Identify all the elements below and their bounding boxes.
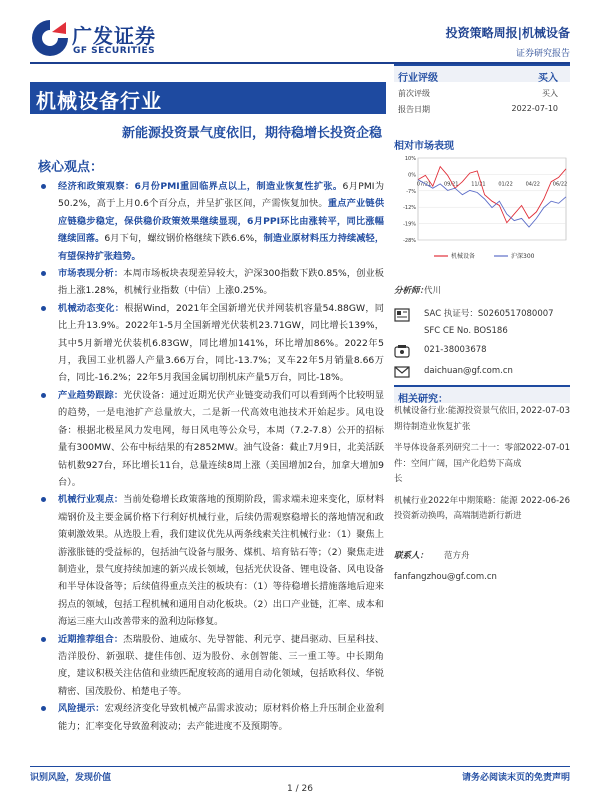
related-header	[394, 385, 570, 403]
core-views-title: 核心观点：	[38, 160, 104, 175]
contact-label: 联系人：	[394, 551, 429, 561]
bullet-text: 本周市场板块表现差异较大，沪深300指数下跌0.85%，创业板指上涨1.28%，机械行业指数（中信）上涨0.25%。	[58, 268, 384, 297]
chart-title: 相对市场表现	[394, 141, 454, 152]
related-item-date: 2022-07-03	[520, 406, 570, 416]
related-item-date: 2022-06-26	[520, 495, 570, 506]
sac-row	[394, 308, 570, 321]
analyst-label: 分析师：	[394, 286, 429, 296]
related-item[interactable]	[394, 404, 570, 435]
x-tick-label: 09/21	[443, 181, 459, 188]
y-tick-label: -28%	[403, 238, 416, 244]
bullet-text: 杰瑞股份、迪威尔、先导智能、利元亨、捷昌驱动、巨星科技、浩洋股份、新强联、捷佳伟创、迈为股份、永创智能、三一重工等。中长期角度，建议积极关注估值和业绩匹配度较高的通用自动化领域，包括欧科仪、华锐精密、国茂股份、柏楚电子等。	[58, 633, 385, 697]
analyst-name: 代川	[424, 286, 442, 296]
contact-block	[394, 550, 570, 584]
analyst-email[interactable]: daichuan@gf.com.cn	[424, 366, 513, 376]
y-tick-label: 0%	[408, 172, 416, 179]
related-title: 相关研究：	[398, 394, 448, 405]
y-tick-label: 10%	[404, 156, 416, 162]
rating-value: 买入	[538, 73, 558, 84]
footer-disclaimer: 请务必阅读末页的免责声明	[461, 773, 570, 783]
report-date-label: 报告日期	[398, 105, 430, 114]
id-card-icon	[394, 308, 410, 322]
related-item[interactable]	[394, 494, 570, 525]
bullet-risk	[38, 700, 384, 735]
bullet-lead: 近期推荐组合：	[58, 633, 124, 645]
related-list	[394, 404, 570, 525]
bullet-trends	[38, 387, 384, 491]
bullet-dynamics	[38, 300, 384, 387]
bullet-lead: 产业趋势跟踪：	[58, 389, 124, 401]
page-number: 1 / 26	[287, 784, 313, 794]
series-line-machinery	[418, 167, 566, 223]
related-item-title[interactable]: 机械行业2022年中期策略：能源投资新动换鸣，高端制造新行新进	[394, 495, 522, 521]
report-date-value: 2022-07-10	[511, 104, 558, 113]
y-tick-label: -12%	[403, 205, 416, 212]
logo	[30, 18, 180, 62]
gf-logo-icon	[30, 18, 70, 58]
x-tick-label: 06/22	[552, 181, 568, 188]
bullet-economy	[38, 178, 384, 265]
related-item-title[interactable]: 机械设备行业:能源投资景气依旧，期待制造业恢复扩张	[394, 406, 525, 432]
bullet-lead: 机械行业观点：	[58, 494, 124, 506]
report-headline: 新能源投资景气度依旧，期待稳增长投资企稳	[121, 126, 382, 141]
industry-banner	[30, 82, 386, 114]
analyst-block	[394, 285, 570, 378]
bullet-strong: 制造业原材料压力持续减轻，有望保持扩张趋势。	[58, 233, 385, 262]
contact-email-row[interactable]	[394, 571, 570, 584]
prev-rating-label: 前次评级	[398, 89, 430, 98]
bullet-strong: 6月份PMI重回临界点以上，制造业恢复性扩张。	[134, 181, 343, 192]
bullet-lead: 经济和政策观察：	[58, 181, 135, 192]
bullet-text: 6月PMI为50.2%，高于上月0.6个百分点，并呈扩张区间，产需恢复加快。	[58, 181, 385, 210]
x-tick-label: 04/22	[525, 181, 541, 188]
phone-row	[394, 344, 570, 357]
series-line-csi300	[418, 180, 566, 228]
contact-name: 范方舟	[444, 551, 470, 561]
bullet-industry-view	[38, 491, 384, 630]
legend-label: 机械设备	[451, 253, 476, 260]
bullet-portfolio	[38, 631, 384, 701]
sfc-row	[394, 325, 570, 338]
analyst-phone: 021-38003678	[424, 345, 487, 355]
email-row[interactable]	[394, 365, 570, 378]
x-tick-label: 01/22	[498, 181, 513, 188]
bullet-strong: 重点产业链供应链稳步稳定，保供稳价政策效果继续显现，6月PPI环比由涨转平，同比涨幅继续回落。	[58, 198, 385, 245]
bullet-market	[38, 265, 384, 300]
y-tick-label: -7%	[406, 188, 416, 195]
y-tick-label: -19%	[403, 221, 416, 228]
contact-name-row	[394, 550, 570, 563]
bullet-text: 光伏设备：通过近期光伏产业链变动我们可以看到两个比较明显的趋势，一是电池扩产总量放大，二是新一代高效电池技术开始起步。风电设备：根据北极星风力发电网，每日风电等公众号，本周（7.2-7.8）公开的招标量有300MW、公布中标结果的有2852MW。油气设备：截止7月9日，北美活跃钻机数927台，环比增长11台，总量连续8周上涨（美国增加2台，加拿大增加9台）。	[58, 389, 385, 488]
rating-header	[394, 64, 570, 82]
rating-label: 行业评级	[398, 73, 438, 84]
related-item-date: 2022-07-01	[520, 443, 570, 453]
related-item-title[interactable]: 半导体设备系列研究二十一：零部件：空间广阔，国产化趋势下高成长	[394, 443, 522, 484]
logo-text-cn: 广发证券	[72, 24, 156, 48]
bullet-lead: 风险提示：	[58, 703, 105, 715]
bullet-lead: 机械动态变化：	[58, 302, 125, 314]
core-views-body	[38, 178, 384, 735]
contact-email[interactable]: fanfangzhou@gf.com.cn	[394, 572, 497, 582]
report-type: 投资策略周报|机械设备	[445, 26, 570, 40]
mail-icon	[394, 365, 410, 379]
x-tick-label: 11/21	[471, 181, 486, 188]
bullet-text: 根据Wind，2021年全国新增光伏并网装机容量54.88GW，同比上升13.9%。2022年1-5月全国新增光伏装机23.71GW，同比增长139%，其中5月新增光伏装机6.83GW，同比增加141%，环比增加86%。2022年5月，我国工业机器人产量3.66万台，同比-13.7%；叉车22年5月销量8.66万台，同比-16.2%；22年5月我国金属切削机床产量5万台，同比-18%。	[58, 302, 384, 384]
bullet-text: 当前处稳增长政策落地的预期阶段，需求端未迎来变化，原材料端钢价及主要金属价格下行利好机械行业，后续仍需观察稳增长的落地情况和政策刺激效果。从选股上看，我们建议优先从两条线索关注机械行业：（1）聚焦上游涨胀链的受益标的，包括油气设备与服务、煤机、培育钻石等；（2）聚焦走进制造业，景气度持续加速的新兴成长领域，包括光伏设备、锂电设备、风电设备和半导体设备等；后续值得重点关注的板块有：（1）等待稳增长措施落地后迎来拐点的领域，包括工程机械和通用自动化板块。（2）出口产业链，汇率、成本和海运三座大山改善带来的盈利边际修复。	[58, 494, 385, 628]
bullet-text: 宏观经济变化导致机械产品需求波动；原材料价格上升压制企业盈利能力；汇率变化导致盈利波动；去产能进度不及预期等。	[58, 703, 385, 732]
relative-performance-chart	[394, 150, 570, 270]
footer-divider	[30, 766, 570, 767]
phone-icon	[394, 344, 410, 358]
related-item[interactable]	[394, 441, 570, 488]
x-tick-label: 07/21	[416, 181, 432, 188]
logo-text-en: GF SECURITIES	[73, 46, 156, 56]
sfc-number: SFC CE No. BOS186	[424, 326, 508, 336]
legend-label: 沪深300	[511, 253, 535, 260]
bullet-text: 6月下旬，螺纹钢价格继续下跌6.6%，	[104, 233, 264, 245]
footer-slogan: 识别风险，发现价值	[30, 773, 112, 783]
industry-title: 机械设备行业	[36, 89, 162, 113]
bullet-lead: 市场表现分析：	[58, 268, 124, 280]
prev-rating-value: 买入	[542, 89, 558, 98]
sac-number: SAC 执证号：S0260517080007	[424, 309, 554, 319]
analyst-name-row	[394, 285, 570, 298]
report-category: 证券研究报告	[515, 49, 570, 59]
